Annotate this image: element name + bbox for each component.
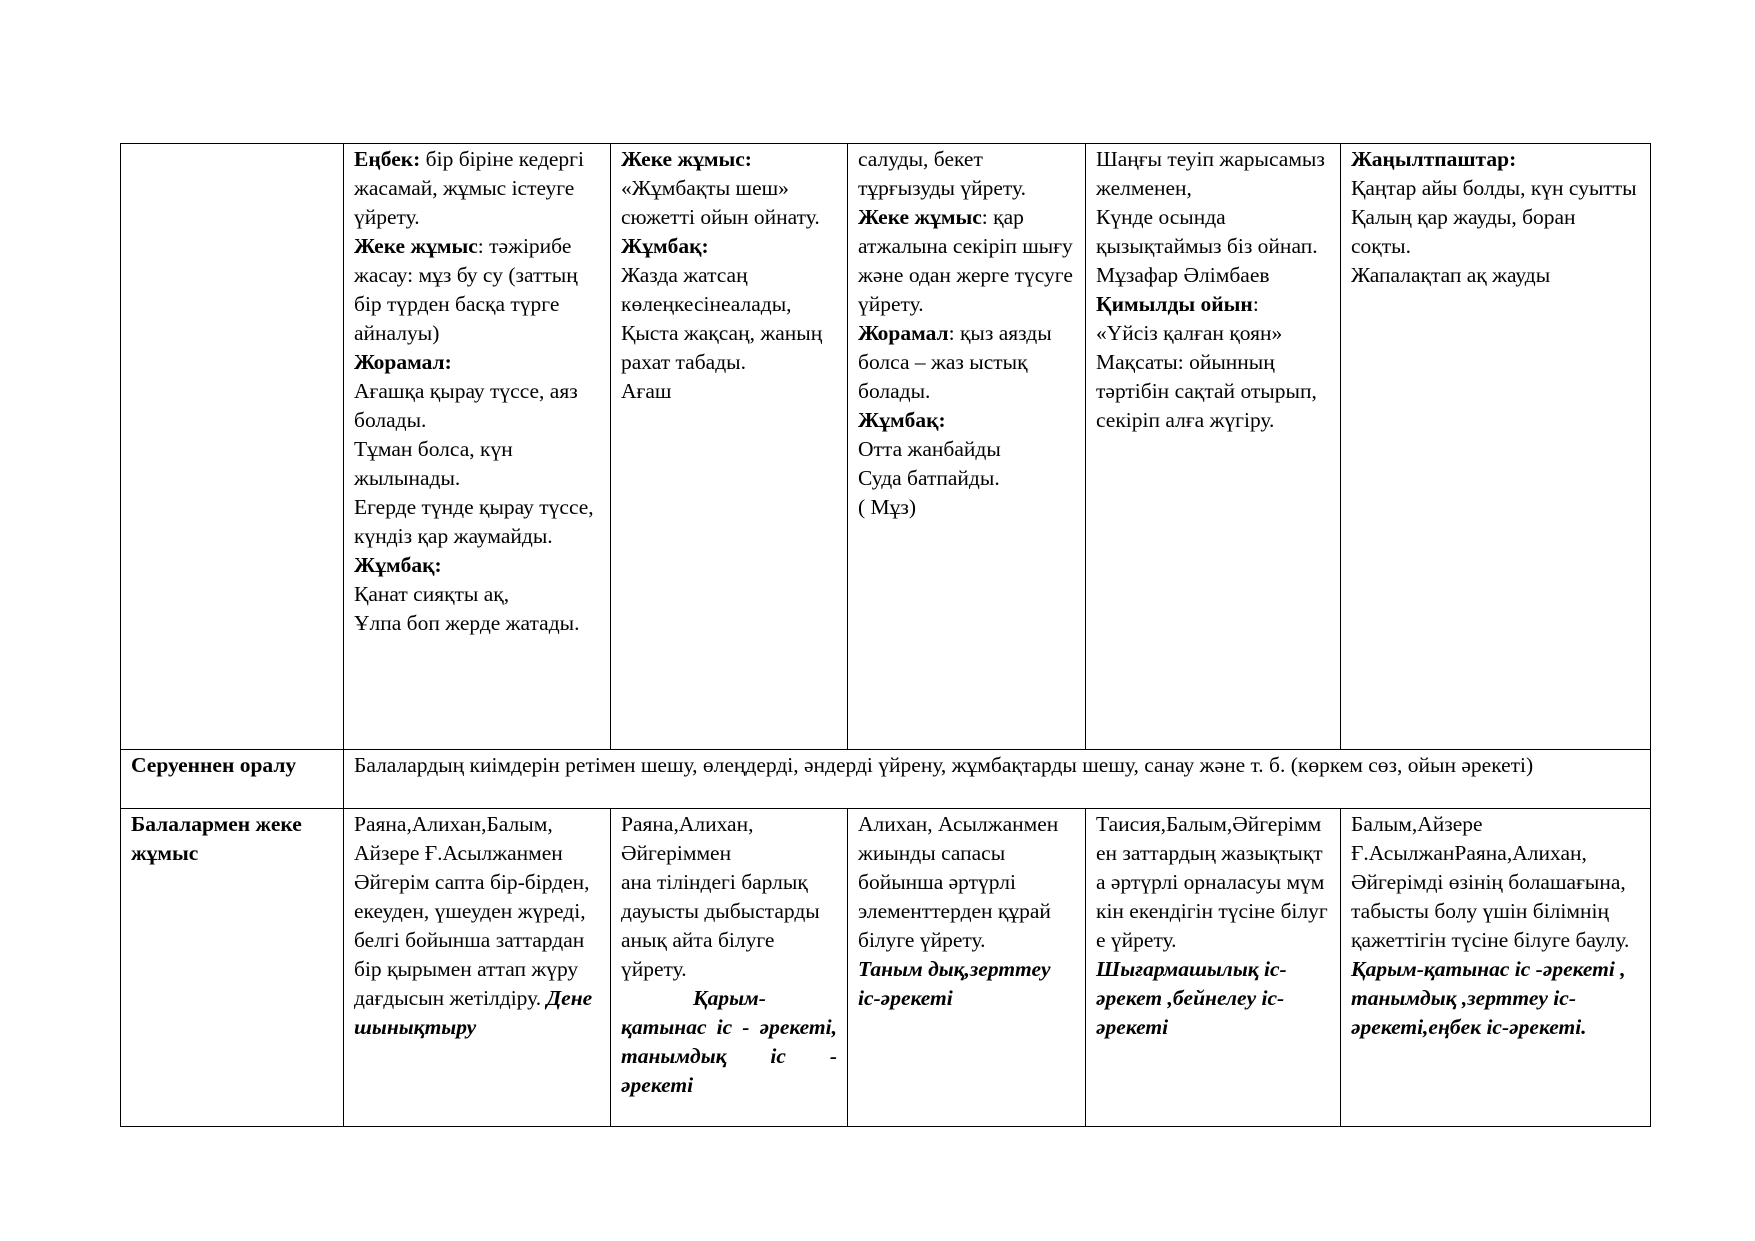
paragraph-kimyl (1096, 290, 1330, 319)
tongue-twister-line: Жапалақтап ақ жауды (1351, 263, 1551, 287)
row-label-cell-empty (121, 144, 344, 750)
jumbak-line: Отта жанбайды (858, 437, 1001, 461)
jeke-text: «Жұмбақты шеш» сюжетті ойын ойнату. (621, 176, 820, 229)
individual-work-text: жиынды сапасы бойынша әртүрлі элементтерден құрай білуге үйрету. (858, 841, 1051, 952)
jumbak-answer: ( Мұз) (858, 495, 917, 519)
paragraph-jeke (858, 203, 1075, 319)
jumbak-label: Жұмбақ: (354, 553, 442, 577)
paragraph-enbek (354, 145, 600, 232)
table-row (121, 750, 1651, 809)
tongue-twister-line: Қалың қар жауды, боран соқты. (1351, 205, 1576, 258)
paragraph-jeke (354, 232, 600, 348)
jumbak-line: Суда батпайды. (858, 466, 1000, 490)
activity-label: Таным дық,зерттеу іс-әрекеті (858, 957, 1051, 1010)
jumbak-answer: Ағаш (621, 379, 672, 403)
table-cell (848, 809, 1086, 1127)
game-title: «Үйсіз қалған қоян» (1096, 321, 1283, 345)
activity-label: Қарым-қатынас іс -әрекеті , танымдық ,зерттеу іс-әрекеті,еңбек іс-әрекеті. (1351, 957, 1626, 1039)
enbek-text: бір біріне кедергі жасамай, жұмыс істеуге үйрету. (354, 147, 584, 229)
table-cell (1341, 144, 1651, 750)
kimyl-colon: : (1252, 292, 1259, 316)
paragraph-joramal (858, 319, 1075, 406)
joramal-label: Жорамал: (354, 350, 452, 374)
jumbak-line: Қыста жақсаң, жаның рахат табады. (621, 321, 823, 374)
table-cell (848, 144, 1086, 750)
children-names: Алихан, Асылжанмен (858, 812, 1059, 836)
jeke-label: Жеке жұмыс: (621, 147, 752, 171)
individual-work-text: Таисия,Балым,Әйгеріммен заттардың жазықтықта әртүрлі орналасуы мүмкін екендігін түсіне білуге үйрету. (1096, 812, 1328, 952)
table-cell (1086, 809, 1341, 1127)
jeke-text: : тәжірибе жасау: мұз бу су (заттың бір түрден басқа түрге айналуы) (354, 234, 578, 345)
individual-work-text: Раяна,Алихан,Балым, Айзере Ғ.Асылжанмен Әйгерім сапта бір-бірден, екеуден, үшеуден жүреді, белгі бойынша заттардан бір қырымен аттап жүру дағдысын жетілдіру. (354, 812, 590, 1010)
poem-line: Шаңғы теуіп жарысамыз желменен, (1096, 147, 1325, 200)
activity-label: Шығармашылық іс-әрекет ,бейнелеу іс-әрекеті (1096, 957, 1287, 1039)
poem-line: Күнде осында қызықтаймыз біз ойнап. (1096, 205, 1318, 258)
jumbak-line: Қанат сияқты ақ, (354, 582, 510, 606)
intro-text: салуды, бекет тұрғызуды үйрету. (858, 147, 1026, 200)
joramal-line: Егерде түнде қырау түссе, күндіз қар жаумайды. (354, 495, 594, 548)
joramal-line: Ағашқа қырау түссе, аяз болады. (354, 379, 578, 432)
kimyl-label: Қимылды ойын (1096, 292, 1253, 316)
individual-work-text: Балым,Айзере Ғ.АсылжанРаяна,Алихан, Әйгерімді өзінің болашағына, табысты болу үшін білімнің қажеттігін түсіне білуге баулу. (1351, 812, 1630, 952)
tongue-twister-line: Қаңтар айы болды, күн суытты (1351, 176, 1637, 200)
jeke-label: Жеке жұмыс (354, 234, 478, 258)
plan-table (120, 143, 1651, 1127)
jumbak-line: Жазда жатсаң көлеңкесінеалады, (621, 263, 792, 316)
table-cell (344, 144, 611, 750)
return-from-walk-text: Балалардың киімдерін ретімен шешу, өлеңдерді, әндерді үйрену, жұмбақтарды шешу, санау және т. б. (көркем сөз, ойын әрекеті) (344, 750, 1651, 809)
jumbak-line: Ұлпа боп жерде жатады. (354, 611, 580, 635)
table-cell (611, 809, 848, 1127)
table-cell (1086, 144, 1341, 750)
joramal-line: Тұман болса, күн жылынады. (354, 437, 513, 490)
table-cell (1341, 809, 1651, 1127)
table-cell (611, 144, 848, 750)
table-row (121, 809, 1651, 1127)
game-goal: Мақсаты: ойынның тәртібін сақтай отырып, секіріп алға жүгіру. (1096, 350, 1317, 432)
table-cell (344, 809, 611, 1127)
poem-author: Мұзафар Әлімбаев (1096, 263, 1270, 287)
jeke-text: : қар атжалына секіріп шығу және одан жерге түсуге үйрету. (858, 205, 1073, 316)
children-names: Раяна,Алихан, Әйгеріммен (621, 812, 754, 865)
jeke-label: Жеке жұмыс (858, 205, 982, 229)
row-label-individual-work: Балалармен жеке жұмыс (121, 809, 344, 1127)
activity-label: Дене шынықтыру (354, 986, 593, 1039)
individual-work-text: ана тіліндегі барлық дауысты дыбыстарды анық айта білуге үйрету. (621, 870, 820, 981)
activity-label: Қарым-қатынас іс - әрекеті, танымдық іс - әрекеті (621, 986, 837, 1097)
enbek-label: Еңбек: (354, 147, 421, 171)
tongue-twisters-label: Жаңылтпаштар: (1351, 147, 1517, 171)
table-row (121, 144, 1651, 750)
row-label-return-from-walk: Серуеннен оралу (121, 750, 344, 809)
joramal-label: Жорамал (858, 321, 949, 345)
jumbak-label: Жұмбақ: (858, 408, 946, 432)
joramal-text: : қыз аязды болса – жаз ыстық болады. (858, 321, 1052, 403)
jumbak-label: Жұмбақ: (621, 234, 709, 258)
